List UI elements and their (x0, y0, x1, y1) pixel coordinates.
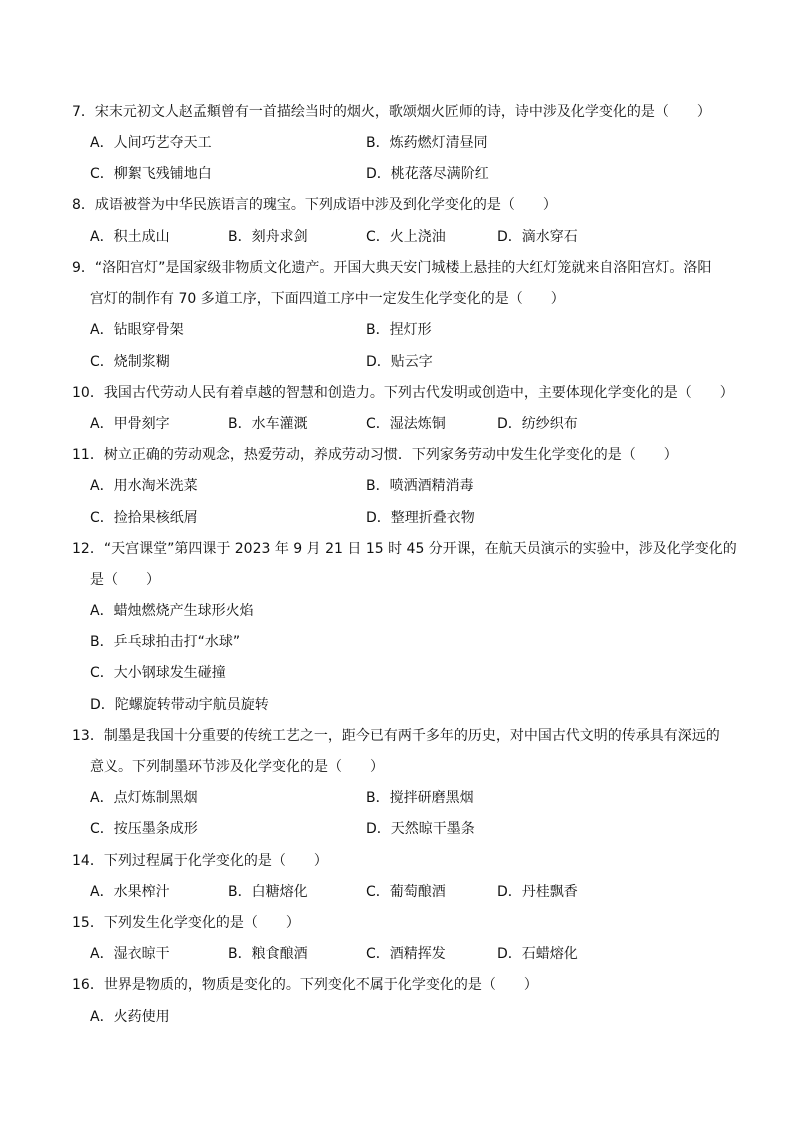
question-14-option-a[interactable]: A．水果榨汁 (90, 884, 170, 900)
question-8-option-b[interactable]: B．刻舟求剑 (228, 229, 308, 245)
question-15-option-d[interactable]: D．石蜡熔化 (497, 946, 578, 962)
question-15-option-c[interactable]: C．酒精挥发 (366, 946, 446, 962)
question-8-option-c[interactable]: C．火上浇油 (366, 229, 446, 245)
question-12-option-c[interactable]: C．大小钢球发生碰撞 (90, 665, 226, 681)
question-12-stem-line-2: 是（ ） (90, 572, 160, 588)
question-11-option-a[interactable]: A．用水淘米洗菜 (90, 478, 198, 494)
question-7-option-b[interactable]: B．炼药燃灯清昼同 (366, 135, 488, 151)
question-9-option-b[interactable]: B．捏灯形 (366, 322, 432, 338)
question-11-option-c[interactable]: C．捡拾果核纸屑 (90, 510, 198, 526)
question-10-option-b[interactable]: B．水车灌溉 (228, 416, 308, 432)
question-16-stem: 16．世界是物质的，物质是变化的。下列变化不属于化学变化的是（ ） (72, 977, 538, 993)
question-15-option-b[interactable]: B．粮食酿酒 (228, 946, 308, 962)
question-13-option-d[interactable]: D．天然晾干墨条 (366, 821, 475, 837)
question-9-option-d[interactable]: D．贴云字 (366, 354, 433, 370)
question-12-option-d[interactable]: D．陀螺旋转带动宇航员旋转 (90, 697, 269, 713)
question-15-stem: 15．下列发生化学变化的是（ ） (72, 915, 300, 931)
question-8-option-a[interactable]: A．积土成山 (90, 229, 170, 245)
question-7-option-a[interactable]: A．人间巧艺夺天工 (90, 135, 212, 151)
question-11-stem: 11．树立正确的劳动观念，热爱劳动，养成劳动习惯．下列家务劳动中发生化学变化的是（ ） (72, 447, 678, 463)
question-12-option-b[interactable]: B．乒乓球拍击打“水球” (90, 634, 241, 650)
question-16-option-a[interactable]: A．火药使用 (90, 1009, 170, 1025)
question-15-option-a[interactable]: A．湿衣晾干 (90, 946, 170, 962)
question-14-option-c[interactable]: C．葡萄酿酒 (366, 884, 446, 900)
question-9-option-c[interactable]: C．烧制浆糊 (90, 354, 170, 370)
question-10-option-d[interactable]: D．纺纱织布 (497, 416, 578, 432)
question-14-option-b[interactable]: B．白糖熔化 (228, 884, 308, 900)
question-13-option-b[interactable]: B．搅拌研磨黑烟 (366, 790, 474, 806)
question-14-stem: 14．下列过程属于化学变化的是（ ） (72, 853, 328, 869)
question-8-option-d[interactable]: D．滴水穿石 (497, 229, 578, 245)
question-14-option-d[interactable]: D．丹桂飘香 (497, 884, 578, 900)
question-7-stem: 7．宋末元初文人赵孟頫曾有一首描绘当时的烟火，歌颂烟火匠师的诗，诗中涉及化学变化的是（ ） (72, 104, 711, 120)
question-12-stem: 12．“天宫课堂”第四课于 2023 年 9 月 21 日 15 时 45 分开课，在航天员演示的实验中，涉及化学变化的 (72, 541, 737, 557)
question-11-option-b[interactable]: B．喷洒酒精消毒 (366, 478, 474, 494)
question-9-option-a[interactable]: A．钻眼穿骨架 (90, 322, 184, 338)
question-13-option-a[interactable]: A．点灯炼制黑烟 (90, 790, 198, 806)
question-9-stem: 9．“洛阳宫灯”是国家级非物质文化遗产。开国大典天安门城楼上悬挂的大红灯笼就来自洛阳宫灯。洛阳 (72, 260, 712, 276)
question-11-option-d[interactable]: D．整理折叠衣物 (366, 510, 475, 526)
question-9-stem-line-2: 宫灯的制作有 70 多道工序，下面四道工序中一定发生化学变化的是（ ） (90, 291, 565, 307)
question-13-stem-line-2: 意义。下列制墨环节涉及化学变化的是（ ） (90, 759, 384, 775)
question-12-option-a[interactable]: A．蜡烛燃烧产生球形火焰 (90, 603, 254, 619)
question-13-stem: 13．制墨是我国十分重要的传统工艺之一，距今已有两千多年的历史，对中国古代文明的传承具有深远的 (72, 728, 720, 744)
question-7-option-d[interactable]: D．桃花落尽满阶红 (366, 166, 489, 182)
question-8-stem: 8．成语被誉为中华民族语言的瑰宝。下列成语中涉及到化学变化的是（ ） (72, 197, 557, 213)
question-7-option-c[interactable]: C．柳絮飞残铺地白 (90, 166, 212, 182)
question-10-stem: 10．我国古代劳动人民有着卓越的智慧和创造力。下列古代发明或创造中，主要体现化学变化的是（ ） (72, 385, 734, 401)
question-10-option-a[interactable]: A．甲骨刻字 (90, 416, 170, 432)
question-10-option-c[interactable]: C．湿法炼铜 (366, 416, 446, 432)
question-13-option-c[interactable]: C．按压墨条成形 (90, 821, 198, 837)
